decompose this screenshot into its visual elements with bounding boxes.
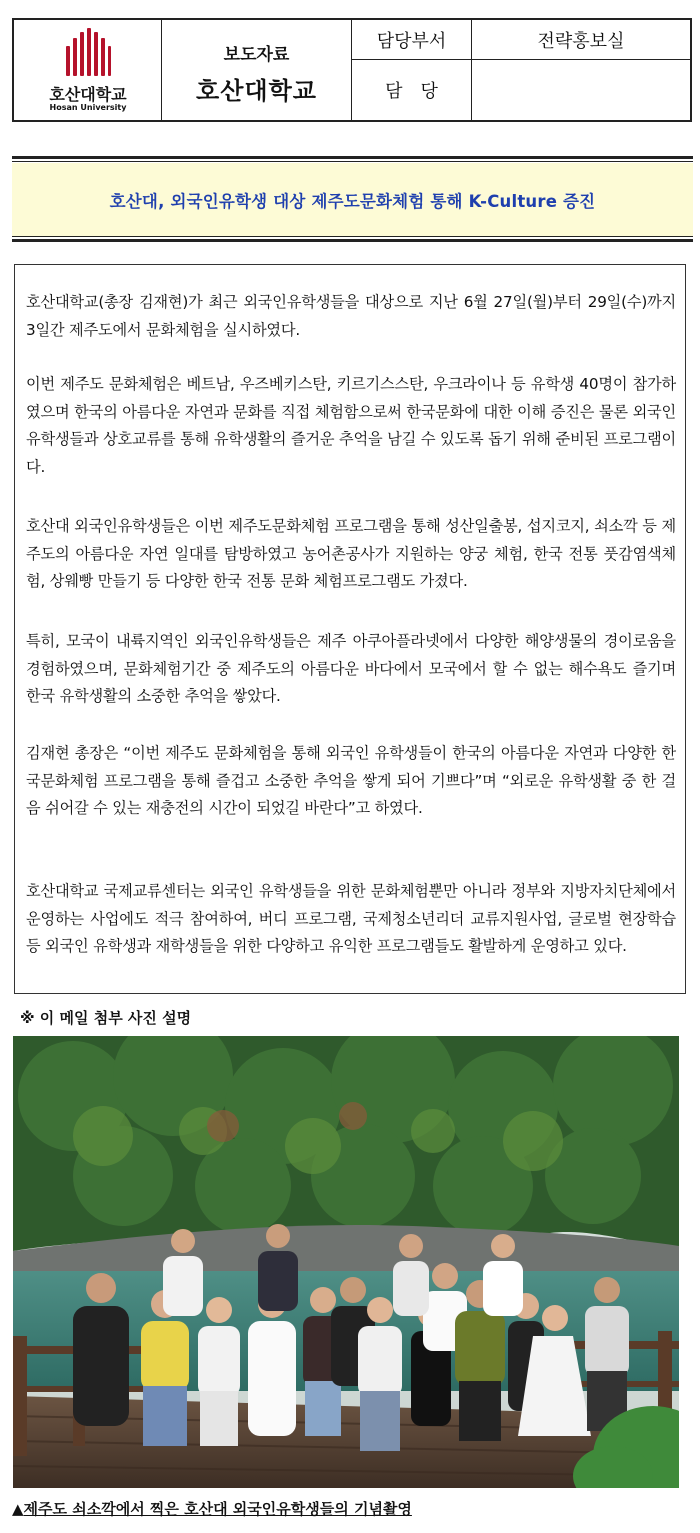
divider-line <box>12 239 693 242</box>
article-paragraph: 특히, 모국이 내륙지역인 외국인유학생들은 제주 아쿠아플라넷에서 다양한 해양생물의 경이로움을 경험하였으며, 문화체험기간 중 제주도의 아름다운 바다에서 모국에서 할 수 없는 해수욕도 즐기며 한국 유학생활의 소중한 추억을 쌓았다. <box>26 632 676 705</box>
article-paragraph: 호산대학교 국제교류센터는 외국인 유학생들을 위한 문화체험뿐만 아니라 정부와 지방자치단체에서 운영하는 사업에도 적극 참여하여, 버디 프로그램, 국제청소년리더 교류지원사업, 글로벌 현장학습 등 외국인 유학생과 재학생들을 위한 다양하고 유익한 프로그램들도 활발하게 운영하고 있다. <box>26 882 676 955</box>
group-photo-image <box>13 1036 679 1488</box>
university-title: 호산대학교 <box>196 77 317 105</box>
article-paragraph: 김재현 총장은 “이번 제주도 문화체험을 통해 외국인 유학생들이 한국의 아름다운 자연과 다양한 한국문화체험 프로그램을 통해 즐겁고 소중한 추억을 쌓게 되어 기쁘다”며 “외로운 유학생활 중 한 걸음 쉬어갈 수 있는 재충전의 시간이 되었길 바란다”고 하였다. <box>26 744 676 817</box>
logo-name-en: Hosan University <box>49 103 127 112</box>
press-release-label: 보도자료 <box>223 45 290 65</box>
article-paragraph: 이번 제주도 문화체험은 베트남, 우즈베키스탄, 키르기스스탄, 우크라이나 등 유학생 40명이 참가하였으며 한국의 아름다운 자연과 문화를 직접 체험함으로써 한국문화에 대한 이해 증진은 물론 외국인유학생들과 상호교류를 통해 유학생활의 즐거운 추억을 남길 수 있도록 돕기 위해 준비된 프로그램이다. <box>26 375 676 476</box>
university-logo <box>14 20 162 120</box>
logo-name-kr: 호산대학교 <box>49 85 127 104</box>
manager-value <box>472 60 690 120</box>
photo-caption <box>12 1498 412 1519</box>
caption-triangle-icon: ▲ <box>12 1500 24 1518</box>
press-title-cell <box>162 20 352 120</box>
attachment-note: ※ 이 메일 첨부 사진 설명 <box>20 1009 192 1027</box>
caption-text: 제주도 쇠소깍에서 찍은 호산대 외국인유학생들의 기념촬영 <box>23 1500 412 1518</box>
divider-line <box>12 161 693 162</box>
headline-text: 호산대, 외국인유학생 대상 제주도문화체험 통해 K-Culture 증진 <box>109 191 596 211</box>
article-paragraph: 호산대학교(총장 김재현)가 최근 외국인유학생들을 대상으로 지난 6월 27일(월)부터 29일(수)까지 3일간 제주도에서 문화체험을 실시하였다. <box>26 293 676 339</box>
university-emblem-icon <box>64 28 112 78</box>
manager-label: 담당 <box>352 60 472 120</box>
department-value: 전략홍보실 <box>472 20 690 60</box>
department-label: 담당부서 <box>352 20 472 60</box>
article-paragraph: 호산대 외국인유학생들은 이번 제주도문화체험 프로그램을 통해 성산일출봉, 섭지코지, 쇠소깍 등 제주도의 아름다운 자연 일대를 탐방하였고 농어촌공사가 지원하는 양궁 체험, 한국 전통 풋감염색체험, 상웨빵 만들기 등 다양한 한국 전통 문화 체험프로그램도 가졌다. <box>26 517 676 590</box>
group-photo <box>13 1036 679 1488</box>
divider-line <box>12 236 693 237</box>
divider-line <box>12 156 693 159</box>
press-header-table <box>12 18 692 122</box>
headline-banner <box>12 163 693 236</box>
